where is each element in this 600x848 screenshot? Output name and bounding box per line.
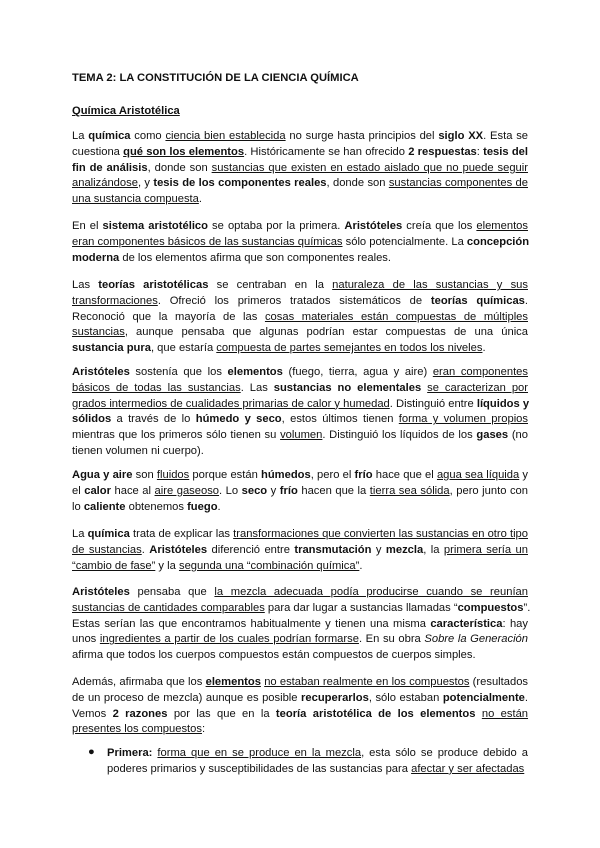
text-line: grados intermedios de cualidades primarias de calor y humedad. Distinguió entre líquidos y (72, 397, 530, 410)
text-line: sustancias de cantidades comparables para dar lugar a sustancias llamadas “compuestos”. (72, 601, 531, 614)
text-line: el calor hace al aire gaseoso. Lo seco y frío hacen que la tierra sea sólida, pero junto con (72, 484, 528, 497)
text-line: sustancias, aunque pensaba que algunas podrían estar compuestas de una única (72, 326, 528, 339)
text-line: La química trata de explicar las transformaciones que convierten las sustancias en otro tipo (72, 528, 529, 540)
text-line: fin de análisis, donde son sustancias que existen en estado aislado que no puede seguir (72, 161, 528, 174)
text-line: En el sistema aristotélico se optaba por la primera. Aristóteles creía que los elementos (72, 220, 528, 232)
page-title: TEMA 2: LA CONSTITUCIÓN DE LA CIENCIA QUÍMICA (72, 72, 359, 84)
text-line: cuestiona qué son los elementos. Históricamente se han ofrecido 2 respuestas: tesis del (72, 145, 528, 158)
paragraph-3 (72, 278, 528, 357)
text-line: mientras que los primeros sólo tienen su volumen. Distinguió los líquidos de los gases (no (72, 429, 528, 442)
paragraph-7 (72, 585, 531, 664)
text-line: Aristóteles pensaba que la mezcla adecuada podía producirse cuando se reunían (72, 586, 528, 598)
text-line: Las teorías aristotélicas se centraban en la naturaleza de las sustancias y sus (72, 279, 528, 291)
text-line: presentes los compuestos: (72, 723, 206, 736)
text-line: lo caliente obtenemos fuego. (72, 500, 221, 513)
paragraph-5 (72, 468, 528, 515)
paragraph-8 (72, 675, 528, 738)
text-line: Aristóteles sostenía que los elementos (fuego, tierra, agua y aire) eran componentes (72, 366, 528, 378)
text-line: analizándose, y tesis de los componentes reales, donde son sustancias componentes de (72, 177, 528, 190)
text-line: sustancia pura, que estaría compuesta de partes semejantes en todos los niveles. (72, 342, 486, 355)
paragraph-1 (72, 129, 528, 208)
text-line: sólidos a través de lo húmedo y seco, estos últimos tienen forma y volumen propios (72, 413, 528, 426)
text-line: “cambio de fase” y la segunda una “combinación química”. (72, 559, 363, 572)
paragraph-6 (72, 527, 528, 574)
paragraph-2 (72, 219, 528, 266)
text-line: unos ingredientes a partir de los cuales podrían formarse. En su obra Sobre la Generación (72, 633, 529, 646)
text-line: básicos de todas las sustancias. Las sustancias no elementales se caracterizan por (72, 381, 528, 394)
text-line: tienen volumen ni cuerpo). (72, 444, 204, 457)
text-line: eran componentes básicos de las sustancias químicas sólo potencialmente. La concepción (72, 235, 530, 248)
paragraph-4 (72, 365, 528, 460)
text-line: Estas serían las que encontramos habitualmente y tienen una misma característica: hay (72, 617, 528, 630)
text-line: poderes primarios y susceptibilidades de las sustancias para afectar y ser afectadas (107, 762, 525, 775)
text-line: moderna de los elementos afirma que son componentes reales. (72, 251, 392, 264)
bullet-item-primera (107, 746, 528, 778)
text-line: Vemos 2 razones por las que en la teoría aristotélica de los elementos no están (72, 707, 529, 720)
text-line: transformaciones. Ofreció los primeros tratados sistemáticos de teorías químicas. (72, 294, 528, 307)
text-line: de un proceso de mezcla) aunque es posible recuperarlos, sólo estaban potencialmente. (72, 691, 528, 704)
text-line: afirma que todos los cuerpos compuestos están compuestos de cuerpos simples. (72, 649, 476, 662)
text-line: Reconoció que la mayoría de las cosas materiales están compuestas de múltiples (72, 310, 528, 323)
bullet-marker: ● (88, 746, 95, 758)
text-line: de sustancias. Aristóteles diferenció entre transmutación y mezcla, la primera sería un (72, 543, 528, 556)
text-line: Agua y aire son fluidos porque están húmedos, pero el frío hace que el agua sea líquida y (72, 469, 528, 481)
text-line: Además, afirmaba que los elementos no estaban realmente en los compuestos (resultados (72, 676, 529, 688)
text-line: La química como ciencia bien establecida no surge hasta principios del siglo XX. Esta se (72, 130, 529, 142)
text-line: una sustancia compuesta. (72, 193, 202, 206)
section-heading: Química Aristotélica (72, 105, 180, 117)
text-line: Primera: forma que en se produce en la mezcla, esta sólo se produce debido a (107, 747, 528, 759)
